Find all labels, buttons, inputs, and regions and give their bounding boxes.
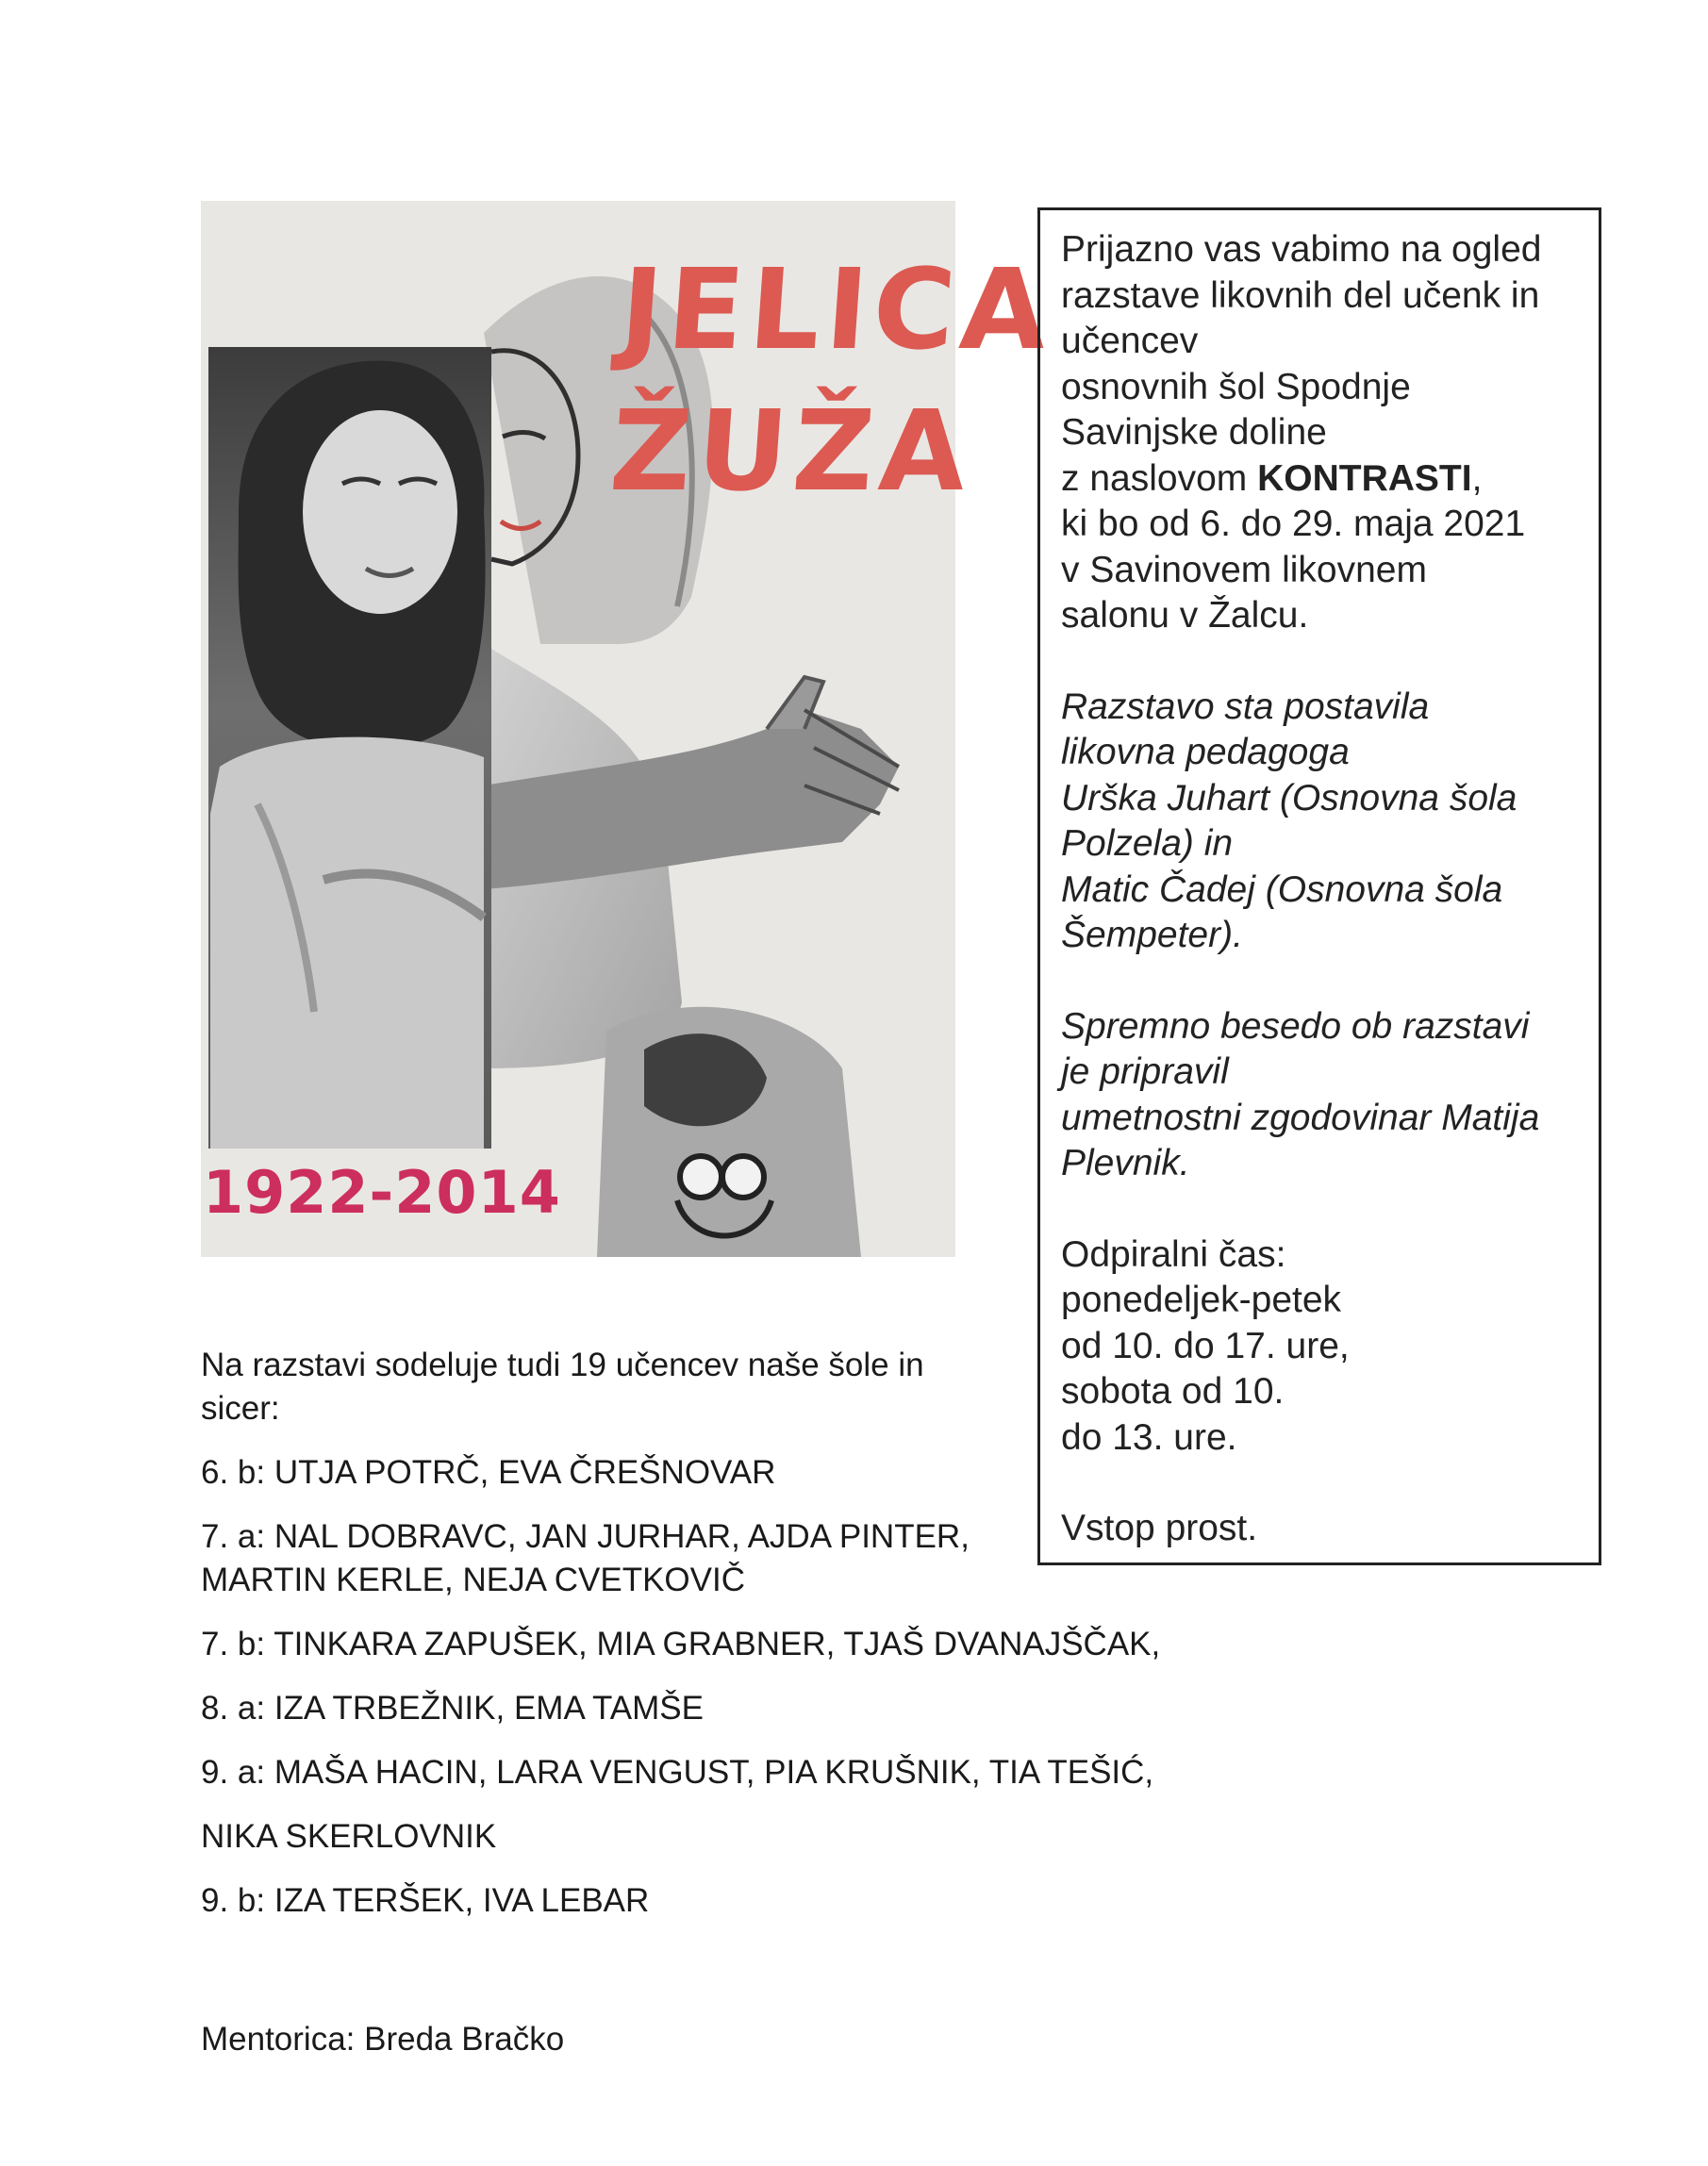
invitation-text: salonu v Žalcu. [1061, 595, 1309, 636]
participants-intro: sicer: [201, 1390, 280, 1427]
invitation-text: Matic Čadej (Osnovna šola [1061, 868, 1503, 910]
opening-hours-text: do 13. ure. [1061, 1416, 1237, 1458]
invitation-text: Razstavo sta postavila [1061, 686, 1430, 727]
class-row: 7. a: NAL DOBRAVC, JAN JURHAR, AJDA PINTER, [201, 1518, 970, 1555]
opening-hours-text: sobota od 10. [1061, 1371, 1285, 1412]
class-row: 9. b: IZA TERŠEK, IVA LEBAR [201, 1882, 650, 1919]
invitation-text: Šempeter). [1061, 915, 1243, 955]
invitation-text: z naslovom [1061, 457, 1258, 499]
invitation-paragraph-curators [1061, 685, 1578, 959]
invitation-text: v Savinovem likovnem [1061, 549, 1427, 590]
invitation-paragraph-intro [1061, 227, 1578, 639]
participants-list [201, 1344, 1238, 1923]
invitation-text: likovna pedagoga [1061, 732, 1350, 772]
opening-hours-text: od 10. do 17. ure, [1061, 1325, 1350, 1366]
invitation-text: Urška Juhart (Osnovna šola [1061, 777, 1517, 818]
invitation-text: Plevnik. [1061, 1143, 1190, 1183]
invitation-title-line [1061, 456, 1578, 503]
class-row: 8. a: IZA TRBEŽNIK, EMA TAMŠE [201, 1690, 704, 1727]
opening-hours-label: Odpiralni čas: [1061, 1233, 1286, 1275]
artwork-title-line-2: ŽUŽA [605, 386, 976, 516]
class-row: MARTIN KERLE, NEJA CVETKOVIČ [201, 1562, 745, 1598]
invitation-text: , [1471, 457, 1483, 499]
invitation-text: Polzela) in [1061, 823, 1234, 864]
invitation-text: Savinjske doline [1061, 412, 1327, 453]
class-row: 6. b: UTJA POTRČ, EVA ČREŠNOVAR [201, 1454, 776, 1491]
mentor-line: Mentorica: Breda Bračko [201, 2021, 565, 2058]
invitation-text: je pripravil [1061, 1051, 1229, 1092]
artwork-title [605, 239, 1057, 521]
invitation-text: razstave likovnih del učenk in [1061, 274, 1540, 316]
invitation-text: osnovnih šol Spodnje [1061, 366, 1411, 407]
exhibition-artwork [201, 201, 1057, 1257]
invitation-text: učencev [1061, 321, 1199, 361]
invitation-text: Prijazno vas vabimo na ogled [1061, 229, 1542, 270]
opening-hours-text: ponedeljek-petek [1061, 1280, 1342, 1320]
class-row: 7. b: TINKARA ZAPUŠEK, MIA GRABNER, TJAŠ DVANAJŠČAK, [201, 1626, 1161, 1662]
free-entry-text: Vstop prost. [1061, 1508, 1258, 1548]
invitation-text: Spremno besedo ob razstavi [1061, 1005, 1530, 1047]
class-row: NIKA SKERLOVNIK [201, 1818, 497, 1855]
exhibition-name: KONTRASTI [1257, 457, 1472, 499]
artwork-title-line-1: JELICA [616, 244, 1057, 374]
participants-intro: Na razstavi sodeluje tudi 19 učencev naše šole in [201, 1347, 924, 1383]
invitation-text: umetnostni zgodovinar Matija [1061, 1097, 1540, 1138]
class-row: 9. a: MAŠA HACIN, LARA VENGUST, PIA KRUŠNIK, TIA TEŠIĆ, [201, 1754, 1154, 1791]
invitation-paragraph-speech [1061, 1004, 1578, 1187]
artwork-years: 1922-2014 [203, 1158, 561, 1227]
invitation-dates: ki bo od 6. do 29. maja 2021 [1061, 504, 1526, 544]
